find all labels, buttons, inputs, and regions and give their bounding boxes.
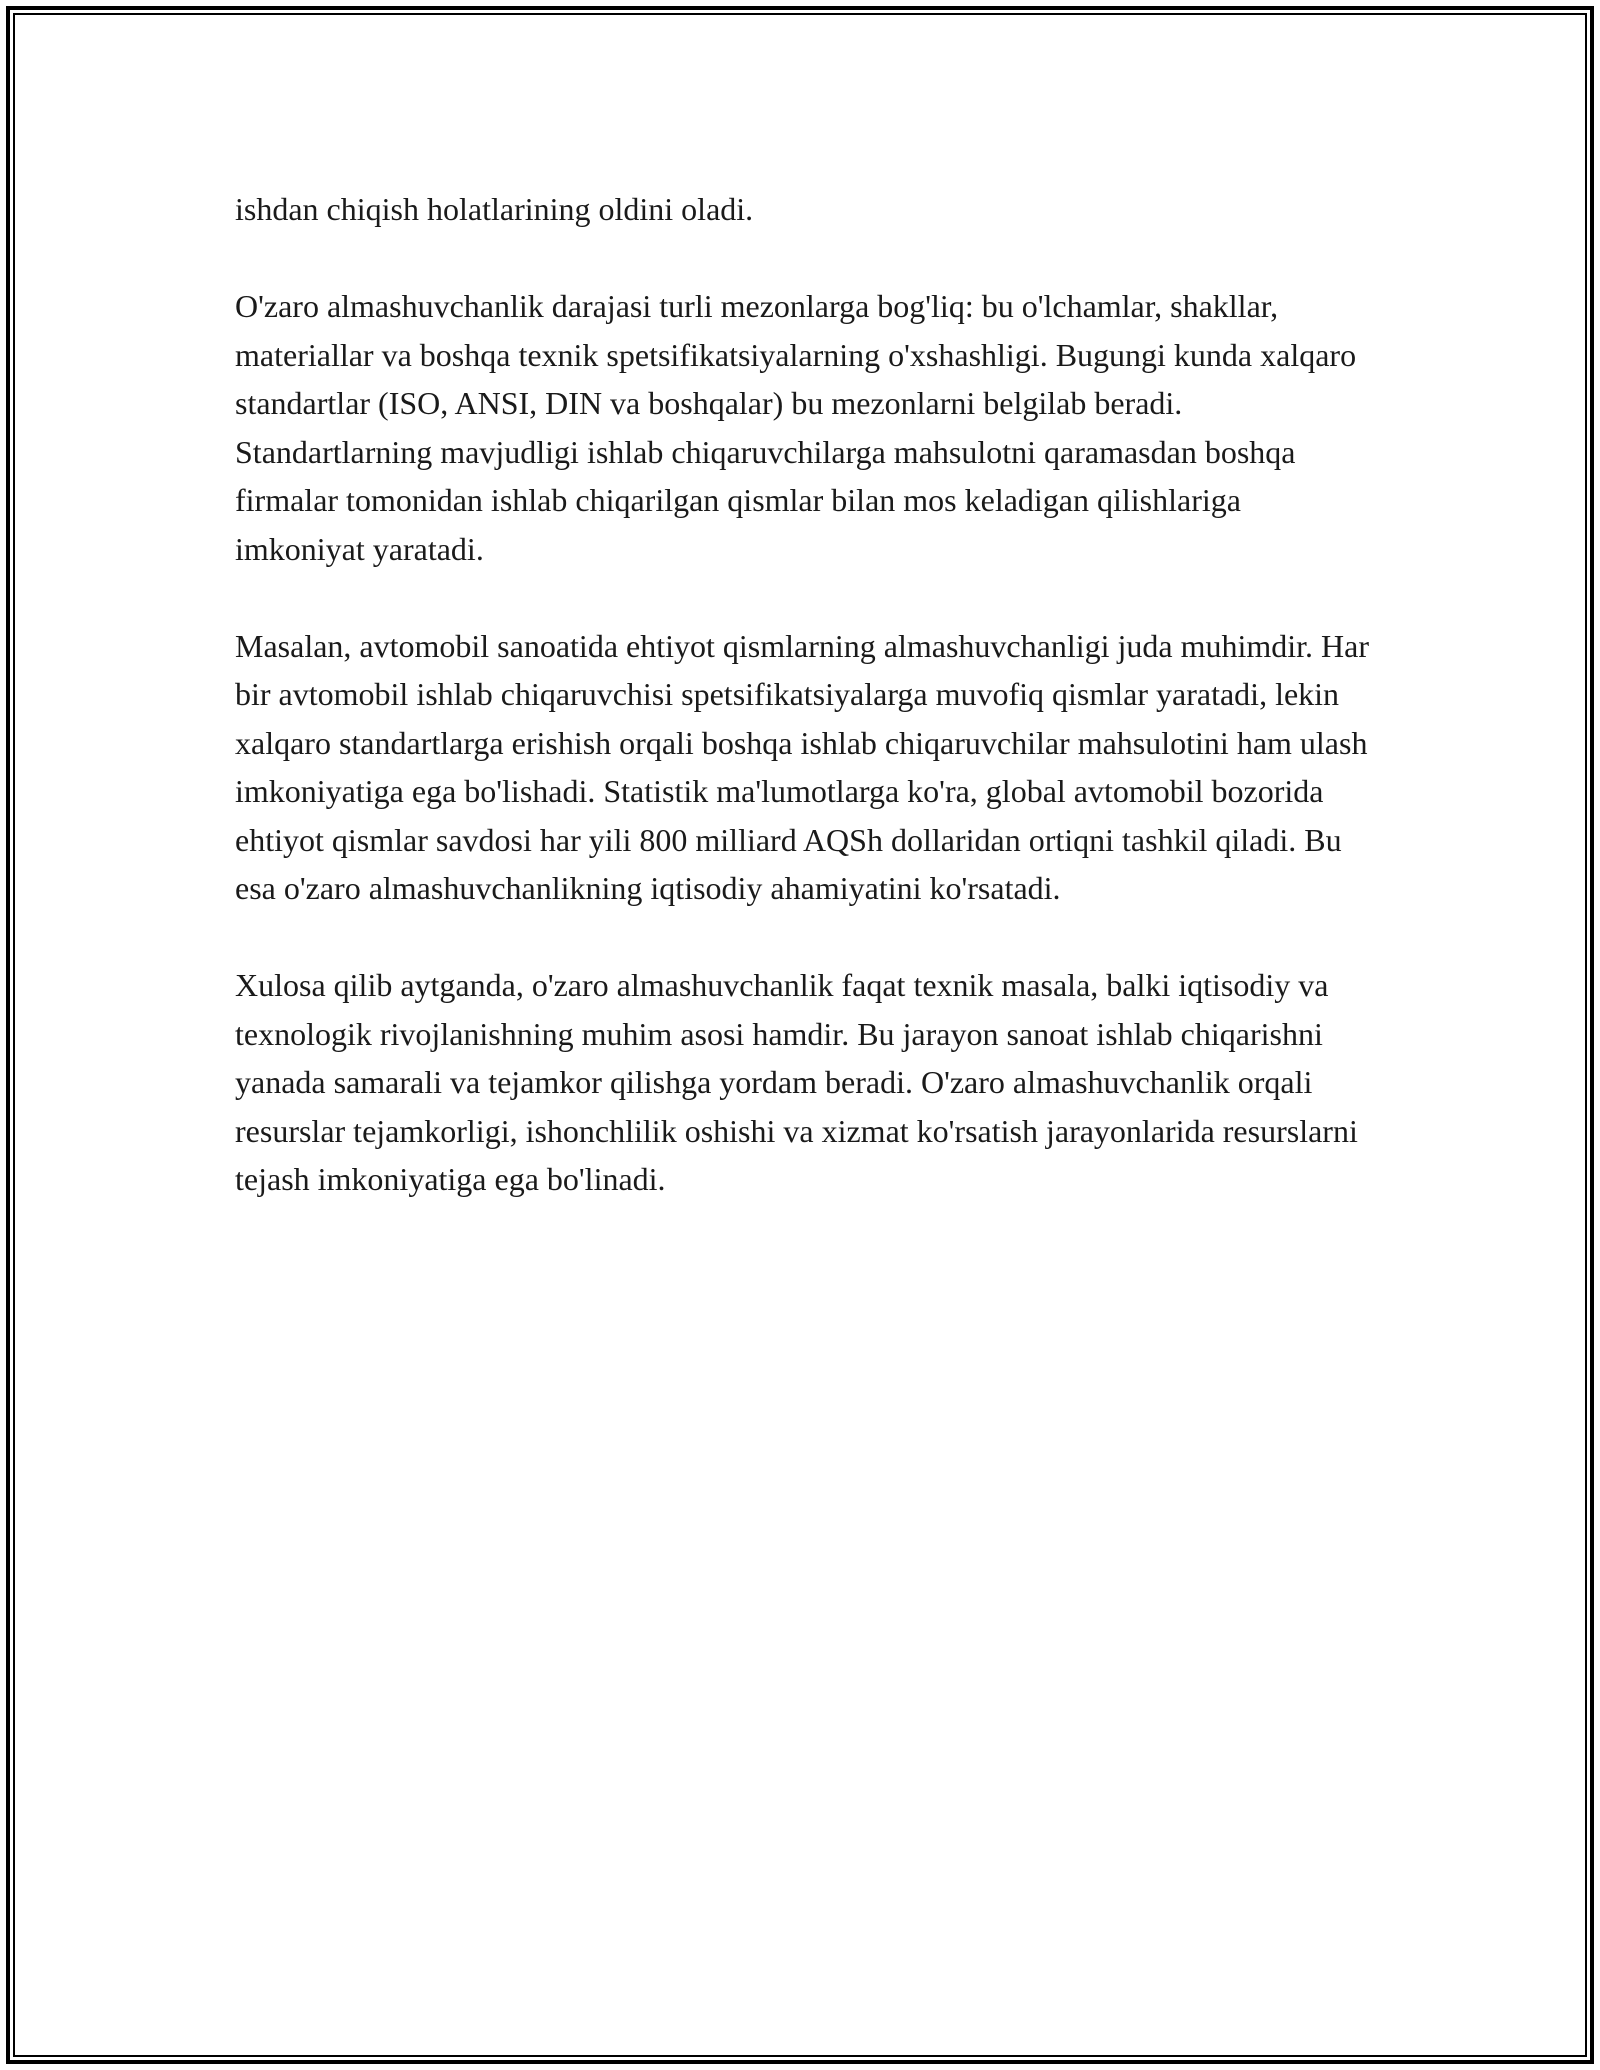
paragraph-4: Xulosa qilib aytganda, o'zaro almashuvchanlik faqat texnik masala, balki iqtisodiy va texnologik rivojlanishning muhim asosi hamdir. Bu jarayon sanoat ishlab chiqarishni yanada samarali va tejamkor qilishga yordam beradi. O'zaro almashuvchanlik orqali resurslar tejamkorligi, ishonchlilik oshishi va xizmat ko'rsatish jarayonlarida resurslarni tejash imkoniyatiga ega bo'linadi. xyxy=(235,967,1358,1197)
paragraph-2: O'zaro almashuvchanlik darajasi turli mezonlarga bog'liq: bu o'lchamlar, shakllar, materiallar va boshqa texnik spetsifikatsiyalarning o'xshashligi. Bugungi kunda xalqaro standartlar (ISO, ANSI, DIN va boshqalar) bu mezonlarni belgilab beradi. Standartlarning mavjudligi ishlab chiqaruvchilarga mahsulotni qaramasdan boshqa firmalar tomonidan ishlab chiqarilgan qismlar bilan mos keladigan qilishlariga imkoniyat yaratadi. xyxy=(235,288,1357,567)
paragraph-3: Masalan, avtomobil sanoatida ehtiyot qismlarning almashuvchanligi juda muhimdir. Har bir avtomobil ishlab chiqaruvchisi spetsifikatsiyalarga muvofiq qismlar yaratadi, lekin xalqaro standartlarga erishish orqali boshqa ishlab chiqaruvchilar mahsulotini ham ulash imkoniyatiga ega bo'lishadi. Statistik ma'lumotlarga ko'ra, global avtomobil bozorida ehtiyot qismlar savdosi har yili 800 milliard AQSh dollaridan ortiqni tashkil qiladi. Bu esa o'zaro almashuvchanlikning iqtisodiy ahamiyatini ko'rsatadi. xyxy=(235,627,1369,906)
document-body xyxy=(235,185,1375,1252)
paragraph-1: ishdan chiqish holatlarining oldini oladi. xyxy=(235,191,754,227)
